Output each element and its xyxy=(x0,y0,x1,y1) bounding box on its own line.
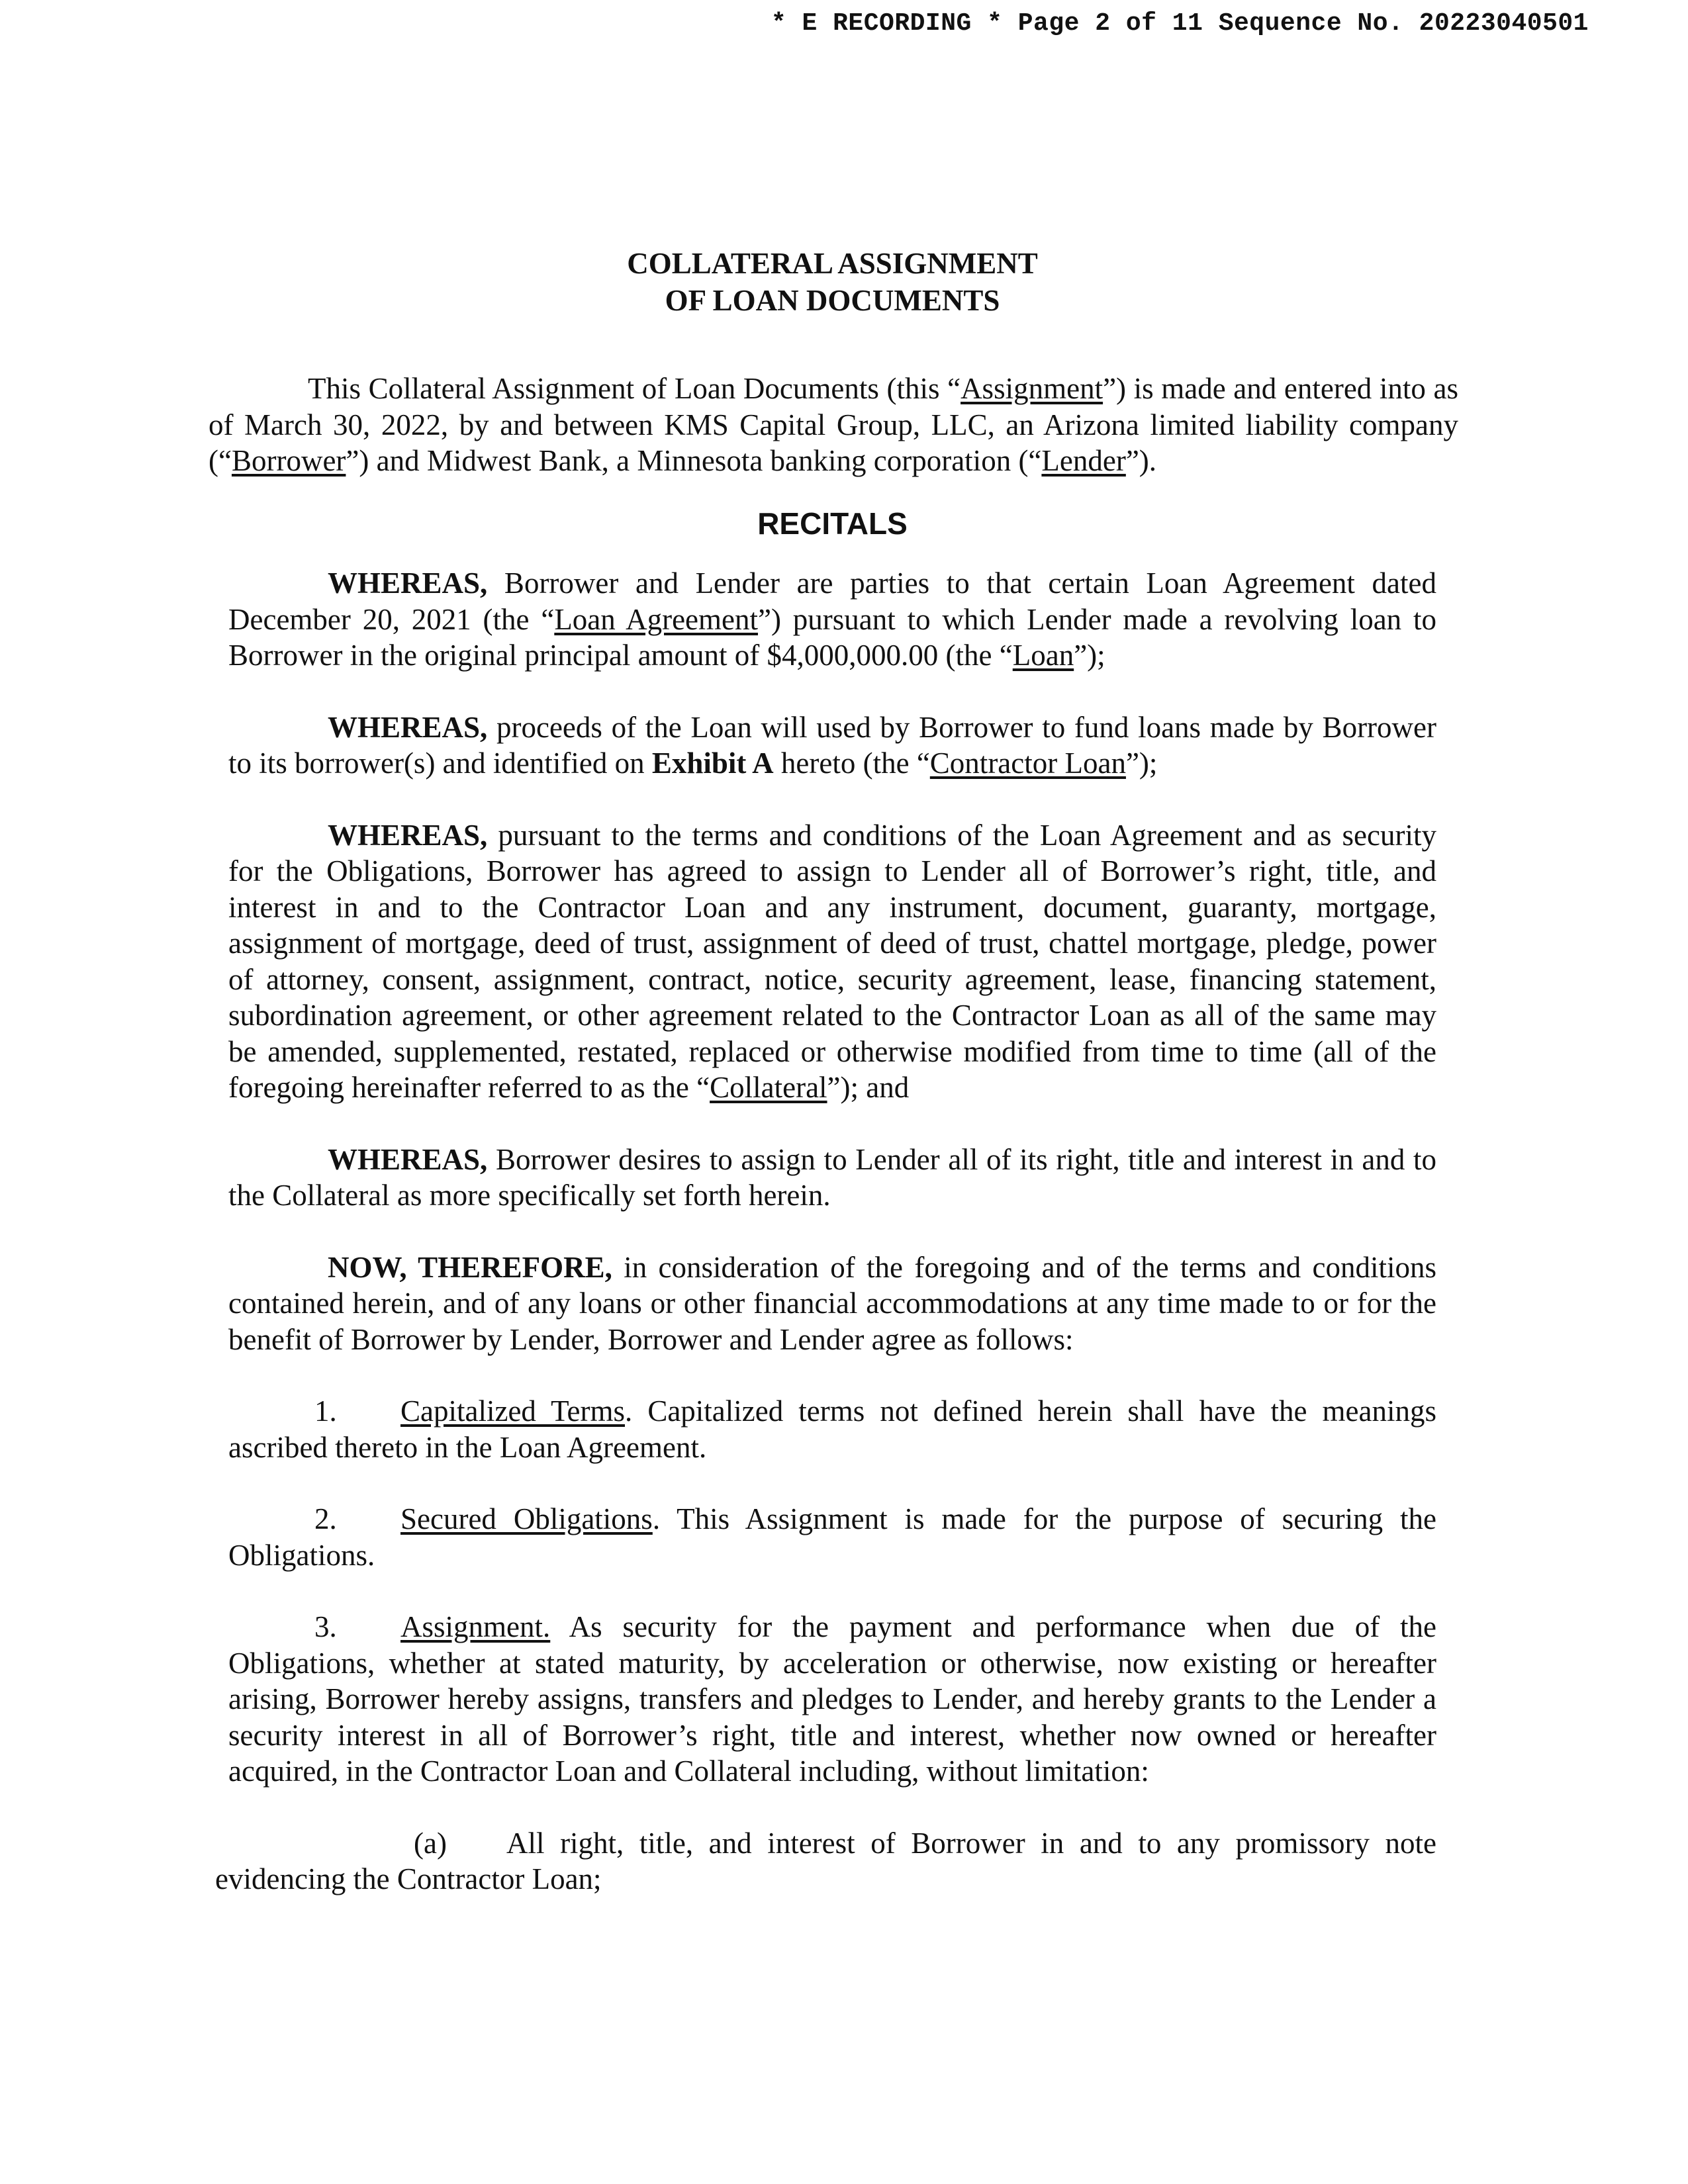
intro-paragraph: This Collateral Assignment of Loan Documents (this “Assignment”) is made and entered into as of March 30, 2022, by and between KMS Capital Group, LLC, an Arizona limited liability company (“Borrower”) and Midwest Bank, a Minnesota banking corporation (“Lender”). xyxy=(209,372,1458,477)
section-number: 3. xyxy=(314,1610,337,1643)
document-title-line-2: OF LOAN DOCUMENTS xyxy=(665,284,1000,317)
exhibit-a-reference: Exhibit A xyxy=(651,747,774,780)
defined-term-loan: Loan xyxy=(1012,639,1074,672)
defined-term-loan-agreement: Loan Agreement xyxy=(554,602,759,636)
section-heading: Secured Obligations xyxy=(400,1502,653,1535)
defined-term-borrower: Borrower xyxy=(231,444,346,477)
document-title-line-1: COLLATERAL ASSIGNMENT xyxy=(627,247,1038,280)
recording-stamp: * E RECORDING * Page 2 of 11 Sequence No. 20223040501 xyxy=(771,9,1589,38)
defined-term-lender: Lender xyxy=(1041,444,1126,477)
section-1-capitalized-terms: 1. Capitalized Terms. Capitalized terms not defined herein shall have the meanings ascribed thereto in the Loan Agreement. xyxy=(228,1394,1436,1464)
section-heading: Capitalized Terms xyxy=(400,1394,625,1428)
recital-contractor-loan: WHEREAS, proceeds of the Loan will used by Borrower to fund loans made by Borrower to its borrower(s) and identified on Exhibit A hereto (the “Contractor Loan”); xyxy=(228,710,1436,780)
section-2-secured-obligations: 2. Secured Obligations. This Assignment is made for the purpose of securing the Obligations. xyxy=(228,1502,1436,1572)
now-therefore-clause: NOW, THEREFORE, in consideration of the foregoing and of the terms and conditions contained herein, and of any loans or other financial accommodations at any time made to or for the benefit of Borrower by Lender, Borrower and Lender agree as follows: xyxy=(228,1250,1436,1356)
recitals-heading: RECITALS xyxy=(757,506,908,541)
recital-collateral: WHEREAS, pursuant to the terms and conditions of the Loan Agreement and as security for the Obligations, Borrower has agreed to assign to Lender all of Borrower’s right, title, and interest in and to the Contractor Loan and any instrument, document, guaranty, mortgage, assignment of mortgage, deed of trust, assignment of deed of trust, chattel mortgage, pledge, power of attorney, consent, assignment, contract, notice, security agreement, lease, financing statement, subordination agreement, or other agreement related to the Contractor Loan as all of the same may be amended, supplemented, restated, replaced or otherwise modified from time to time (all of the foregoing hereinafter referred to as the “Collateral”); and xyxy=(228,818,1436,1104)
section-3-assignment: 3. Assignment. As security for the payment and performance when due of the Obligations, whether at stated maturity, by acceleration or otherwise, now existing or hereafter arising, Borrower hereby assigns, transfers and pledges to Lender, and hereby grants to the Lender a security interest in all of Borrower’s right, title and interest, whether now owned or hereafter acquired, in the Contractor Loan and Collateral including, without limitation: xyxy=(228,1610,1436,1788)
document-body xyxy=(209,245,1458,1897)
subsection-a-promissory-note: (a) All right, title, and interest of Borrower in and to any promissory note evidencing the Contractor Loan; xyxy=(215,1826,1436,1895)
subsection-label: (a) xyxy=(414,1826,447,1860)
section-heading: Assignment. xyxy=(400,1610,551,1643)
recital-loan-agreement: WHEREAS, Borrower and Lender are parties to that certain Loan Agreement dated December 20, 2021 (the “Loan Agreement”) pursuant to which Lender made a revolving loan to Borrower in the original principal amount of $4,000,000.00 (the “Loan”); xyxy=(228,567,1436,672)
defined-term-contractor-loan: Contractor Loan xyxy=(929,747,1126,780)
section-number: 2. xyxy=(314,1502,337,1535)
section-number: 1. xyxy=(314,1394,337,1428)
defined-term-collateral: Collateral xyxy=(710,1071,827,1104)
defined-term-assignment: Assignment xyxy=(961,372,1103,405)
recital-assignment-intent: WHEREAS, Borrower desires to assign to Lender all of its right, title and interest in and to the Collateral as more specifically set forth herein. xyxy=(228,1142,1436,1212)
